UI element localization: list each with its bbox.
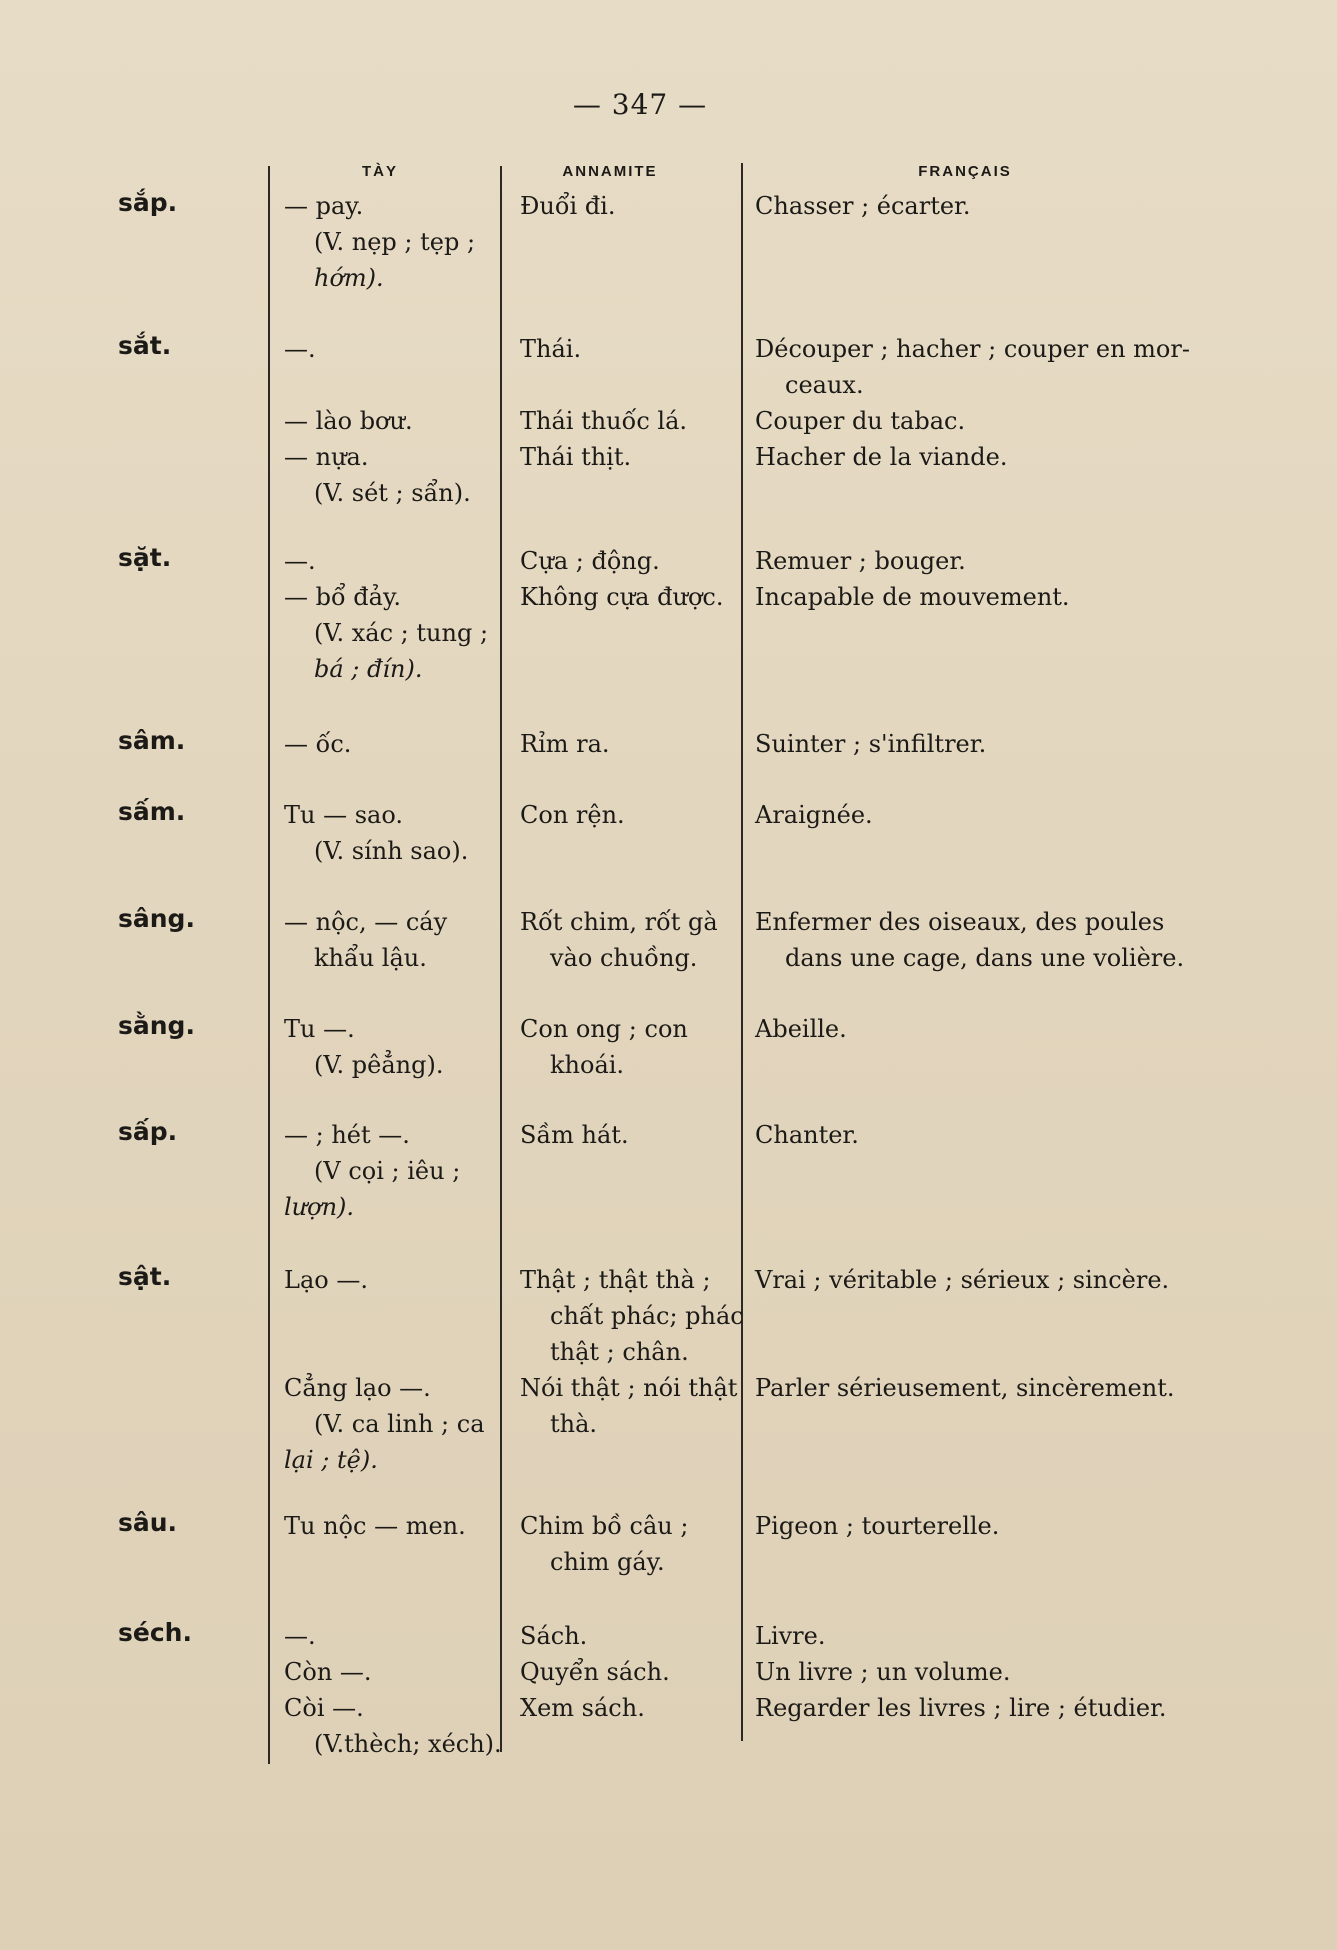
annamite-line: Đuổi đi.: [520, 192, 616, 220]
annamite-line: Thật ; thật thà ;: [520, 1266, 711, 1294]
annamite-line: khoái.: [550, 1051, 625, 1079]
entry-headword: sặt.: [118, 543, 172, 572]
tay-line: Cẳng lạo —.: [284, 1374, 431, 1402]
entry-annamite: [520, 1011, 742, 1083]
entry-headword: sấp.: [118, 1117, 178, 1146]
francais-line: Chasser ; écarter.: [755, 192, 971, 220]
annamite-line: Rốt chim, rốt gà: [520, 908, 718, 936]
francais-line: Découper ; hacher ; couper en mor-: [755, 335, 1190, 363]
francais-line: Abeille.: [755, 1015, 847, 1043]
tay-line: (V. xác ; tung ;: [314, 619, 489, 647]
entry-tay: [284, 543, 504, 687]
francais-line: [755, 1298, 1195, 1334]
annamite-line: Xem sách.: [520, 1694, 645, 1722]
francais-line: dans une cage, dans une volière.: [785, 944, 1185, 972]
entry-annamite: [520, 797, 742, 833]
entry-tay: [284, 1618, 504, 1762]
entry-tay: [284, 1011, 504, 1083]
annamite-line: Rỉm ra.: [520, 730, 610, 758]
tay-line: —.: [284, 547, 316, 575]
tay-line: lượn).: [284, 1193, 355, 1221]
entry-headword: sấm.: [118, 797, 186, 826]
entry-francais: [755, 331, 1195, 475]
column-divider: [268, 166, 270, 1764]
entry-headword: sắt.: [118, 331, 172, 360]
tay-line: Tu nộc — men.: [284, 1512, 466, 1540]
column-header-francais: FRANÇAIS: [918, 163, 1012, 180]
annamite-line: Con rện.: [520, 801, 625, 829]
entry-tay: [284, 1508, 504, 1544]
entry-tay: [284, 726, 504, 762]
tay-line: — nựa.: [284, 443, 369, 471]
entry-tay: [284, 1262, 504, 1478]
entry-francais: [755, 904, 1195, 976]
column-header-tay: TÀY: [362, 163, 398, 180]
tay-line: (V. sét ; sẩn).: [314, 479, 471, 507]
francais-line: Livre.: [755, 1622, 826, 1650]
entry-headword: séch.: [118, 1618, 192, 1647]
annamite-line: thà.: [550, 1410, 598, 1438]
entry-francais: [755, 1618, 1195, 1726]
annamite-line: Quyển sách.: [520, 1658, 670, 1686]
entry-headword: sâu.: [118, 1508, 178, 1537]
annamite-line: Thái thịt.: [520, 443, 632, 471]
francais-line: Enfermer des oiseaux, des poules: [755, 908, 1165, 936]
tay-line: (V. ca linh ; ca: [314, 1410, 485, 1438]
tay-line: Còi —.: [284, 1694, 364, 1722]
page-number: — 347 —: [572, 88, 708, 121]
entry-francais: [755, 543, 1195, 615]
tay-line: — ốc.: [284, 730, 352, 758]
francais-line: Araignée.: [755, 801, 873, 829]
tay-line: [284, 1298, 504, 1334]
entry-headword: sâm.: [118, 726, 186, 755]
tay-line: Tu —.: [284, 1015, 355, 1043]
entry-francais: [755, 1262, 1195, 1406]
francais-line: Couper du tabac.: [755, 407, 966, 435]
tay-line: (V. pêẳng).: [314, 1051, 444, 1079]
entry-annamite: [520, 904, 742, 976]
annamite-line: Chim bồ câu ;: [520, 1512, 689, 1540]
column-header-annamite: ANNAMITE: [562, 163, 658, 180]
tay-line: (V cọi ; iêu ;: [314, 1157, 461, 1185]
tay-line: (V. sính sao).: [314, 837, 469, 865]
entry-annamite: [520, 726, 742, 762]
annamite-line: chất phác; phác: [550, 1302, 744, 1330]
tay-line: hớm).: [314, 264, 384, 292]
annamite-line: Sách.: [520, 1622, 588, 1650]
entry-annamite: [520, 1618, 742, 1726]
tay-line: [284, 367, 504, 403]
annamite-line: Sầm hát.: [520, 1121, 629, 1149]
entry-francais: [755, 726, 1195, 762]
annamite-line: Nói thật ; nói thật: [520, 1374, 738, 1402]
tay-line: — pay.: [284, 192, 364, 220]
tay-line: lại ; tệ).: [284, 1446, 378, 1474]
tay-line: bá ; đín).: [314, 655, 423, 683]
annamite-line: Con ong ; con: [520, 1015, 688, 1043]
tay-line: Còn —.: [284, 1658, 372, 1686]
annamite-line: thật ; chân.: [550, 1338, 689, 1366]
annamite-line: Thái thuốc lá.: [520, 407, 688, 435]
annamite-line: Cựa ; động.: [520, 547, 660, 575]
annamite-line: Thái.: [520, 335, 582, 363]
tay-line: — bổ đảy.: [284, 583, 401, 611]
tay-line: — lào bơư.: [284, 407, 413, 435]
entry-tay: [284, 331, 504, 511]
tay-line: (V.thèch; xéch).: [314, 1730, 502, 1758]
francais-line: Pigeon ; tourterelle.: [755, 1512, 1000, 1540]
francais-line: Suinter ; s'infiltrer.: [755, 730, 987, 758]
annamite-line: Không cựa được.: [520, 583, 724, 611]
francais-line: Parler sérieusement, sincèrement.: [755, 1374, 1175, 1402]
entry-francais: [755, 1508, 1195, 1544]
tay-line: khẩu lậu.: [314, 944, 427, 972]
tay-line: (V. nẹp ; tẹp ;: [314, 228, 476, 256]
entry-tay: [284, 1117, 504, 1225]
entry-headword: sật.: [118, 1262, 172, 1291]
annamite-line: vào chuồng.: [550, 944, 698, 972]
francais-line: Chanter.: [755, 1121, 859, 1149]
entry-tay: [284, 797, 504, 869]
entry-francais: [755, 1117, 1195, 1153]
francais-line: Un livre ; un volume.: [755, 1658, 1011, 1686]
entry-tay: [284, 188, 504, 296]
entry-annamite: [520, 1262, 742, 1442]
entry-tay: [284, 904, 504, 976]
tay-line: — nộc, — cáy: [284, 908, 448, 936]
tay-line: Lạo —.: [284, 1266, 368, 1294]
francais-line: Hacher de la viande.: [755, 443, 1008, 471]
francais-line: Incapable de mouvement.: [755, 583, 1070, 611]
entry-francais: [755, 1011, 1195, 1047]
francais-line: [755, 1334, 1195, 1370]
entry-annamite: [520, 1117, 742, 1153]
francais-line: Regarder les livres ; lire ; étudier.: [755, 1694, 1167, 1722]
entry-annamite: [520, 188, 742, 224]
entry-headword: sâng.: [118, 904, 195, 933]
tay-line: —.: [284, 1622, 316, 1650]
tay-line: — ; hét —.: [284, 1121, 410, 1149]
entry-annamite: [520, 1508, 742, 1580]
francais-line: ceaux.: [785, 371, 864, 399]
tay-line: [284, 1334, 504, 1370]
entry-annamite: [520, 331, 742, 475]
annamite-line: chim gáy.: [550, 1548, 665, 1576]
entry-francais: [755, 188, 1195, 224]
tay-line: —.: [284, 335, 316, 363]
francais-line: Vrai ; véritable ; sérieux ; sincère.: [755, 1266, 1170, 1294]
tay-line: Tu — sao.: [284, 801, 404, 829]
entry-headword: sằng.: [118, 1011, 195, 1040]
francais-line: Remuer ; bouger.: [755, 547, 966, 575]
annamite-line: [520, 367, 742, 403]
entry-annamite: [520, 543, 742, 615]
entry-francais: [755, 797, 1195, 833]
entry-headword: sắp.: [118, 188, 178, 217]
